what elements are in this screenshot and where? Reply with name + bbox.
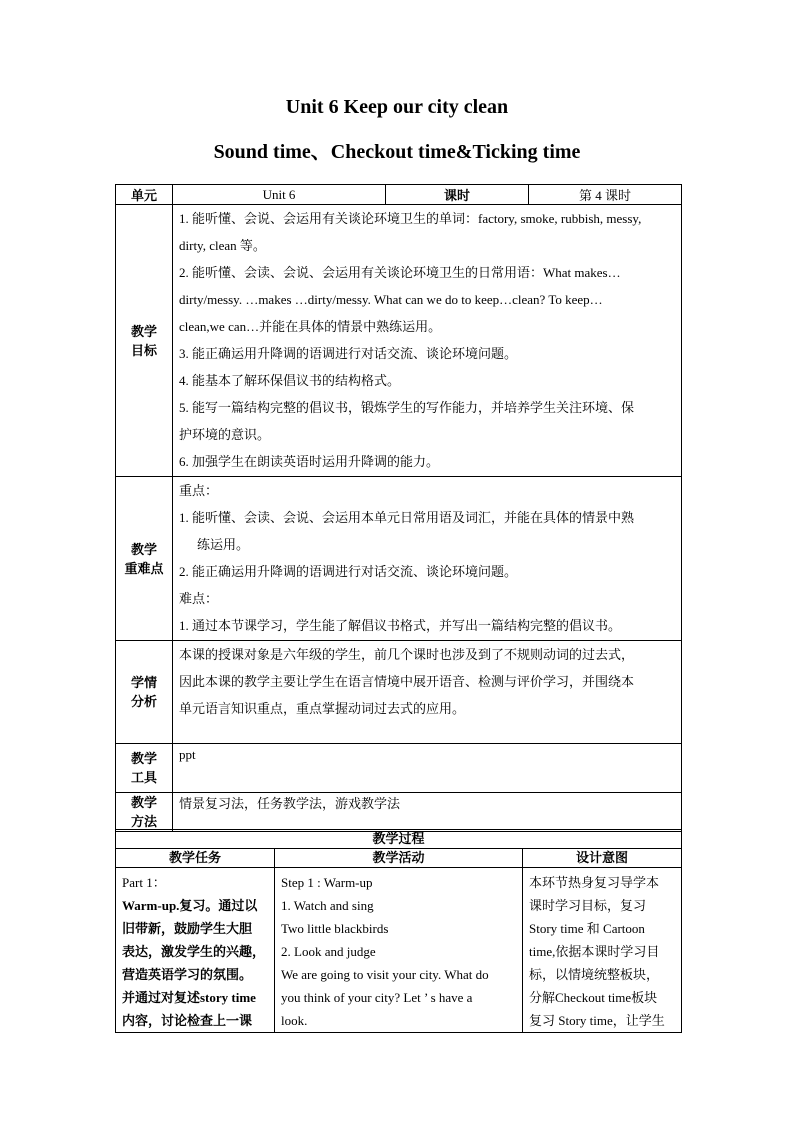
objective-line: 3. 能正确运用升降调的语调进行对话交流、谈论环境问题。 — [179, 346, 518, 361]
intent-line: 课时学习目标，复习 — [529, 898, 647, 913]
intent-cell — [523, 868, 682, 1033]
difficulty-item: 1. 通过本节课学习，学生能了解倡议书格式，并写出一篇结构完整的倡议书。 — [179, 618, 622, 633]
methods-value: 情景复习法，任务教学法，游戏教学法 — [179, 796, 401, 811]
process-title: 教学过程 — [116, 830, 682, 849]
objective-line: 4. 能基本了解环保倡议书的结构格式。 — [179, 373, 401, 388]
task-line: Part 1： — [122, 875, 166, 890]
task-line: 表达，激发学生的兴趣， — [122, 944, 266, 959]
analysis-line: 因此本课的教学主要让学生在语言情境中展开语音、检测与评价学习，并围绕本 — [179, 674, 635, 689]
objective-line: 6. 加强学生在朗读英语时运用升降调的能力。 — [179, 454, 440, 469]
key-points-content — [173, 477, 682, 641]
activity-line: We are going to visit your city. What do — [281, 967, 489, 982]
tools-value: ppt — [179, 747, 196, 762]
focus-title: 重点： — [179, 483, 219, 498]
objectives-content — [173, 205, 682, 477]
unit-value: Unit 6 — [173, 185, 386, 205]
teaching-process-table — [115, 829, 682, 1033]
analysis-label: 学情 分析 — [116, 641, 173, 744]
activity-line: you think of your city? Let ’ s have a — [281, 990, 473, 1005]
analysis-line: 单元语言知识重点，重点掌握动词过去式的应用。 — [179, 701, 466, 716]
tools-label: 教学 工具 — [116, 744, 173, 793]
methods-label: 教学 方法 — [116, 793, 173, 832]
objective-line: 5. 能写一篇结构完整的倡议书，锻炼学生的写作能力，并培养学生关注环境、保 — [179, 400, 635, 415]
objective-line: clean,we can…并能在具体的情景中熟练运用。 — [179, 319, 442, 334]
document-subtitle: Sound time、Checkout time&Ticking time — [213, 141, 581, 163]
col-header-intent: 设计意图 — [523, 849, 682, 868]
task-line: 并通过对复述story time — [122, 990, 256, 1005]
task-cell — [116, 868, 275, 1033]
analysis-content — [173, 641, 682, 744]
focus-item-continued: 练运用。 — [197, 537, 250, 552]
task-line: 旧带新，鼓励学生大胆 — [122, 921, 253, 936]
lesson-info-table — [115, 184, 682, 832]
objective-line: dirty/messy. …makes …dirty/messy. What can we do to keep…clean? To keep… — [179, 292, 603, 307]
period-label: 课时 — [386, 185, 529, 205]
objective-line: 2. 能听懂、会读、会说、会运用有关谈论环境卫生的日常用语：What makes… — [179, 265, 621, 280]
task-line: Warm-up.复习。通过以 — [122, 898, 258, 913]
intent-line: time,依据本课时学习目 — [529, 944, 660, 959]
objectives-label: 教学 目标 — [116, 205, 173, 477]
unit-label: 单元 — [116, 185, 173, 205]
document-title: Unit 6 Keep our city clean — [285, 96, 509, 118]
focus-item: 1. 能听懂、会读、会说、会运用本单元日常用语及词汇，并能在具体的情景中熟 — [179, 510, 635, 525]
analysis-line: 本课的授课对象是六年级的学生，前几个课时也涉及到了不规则动词的过去式， — [179, 647, 635, 662]
methods-content — [173, 793, 682, 832]
task-line: 营造英语学习的氛围。 — [122, 967, 253, 982]
objective-line: 1. 能听懂、会说、会运用有关谈论环境卫生的单词：factory, smoke, rubbish, messy, — [179, 211, 642, 226]
activity-line: Step 1 : Warm-up — [281, 875, 373, 890]
task-line: 内容，讨论检查上一课 — [122, 1013, 253, 1028]
intent-line: 复习 Story time，让学生 — [529, 1013, 665, 1028]
intent-line: Story time 和 Cartoon — [529, 921, 645, 936]
intent-line: 本环节热身复习导学本 — [529, 875, 660, 890]
col-header-activity: 教学活动 — [275, 849, 523, 868]
col-header-task: 教学任务 — [116, 849, 275, 868]
key-points-label: 教学 重难点 — [116, 477, 173, 641]
intent-line: 标，以情境统整板块， — [529, 967, 660, 982]
activity-line: look. — [281, 1013, 308, 1028]
intent-line: 分解Checkout time板块 — [529, 990, 658, 1005]
focus-item: 2. 能正确运用升降调的语调进行对话交流、谈论环境问题。 — [179, 564, 518, 579]
activity-line: 1. Watch and sing — [281, 898, 374, 913]
objective-line: 护环境的意识。 — [179, 427, 271, 442]
difficulty-title: 难点： — [179, 591, 219, 606]
objective-line: dirty, clean 等。 — [179, 238, 266, 253]
activity-line: 2. Look and judge — [281, 944, 376, 959]
activity-line: Two little blackbirds — [281, 921, 389, 936]
tools-content — [173, 744, 682, 793]
activity-cell — [275, 868, 523, 1033]
period-value: 第 4 课时 — [529, 185, 682, 205]
